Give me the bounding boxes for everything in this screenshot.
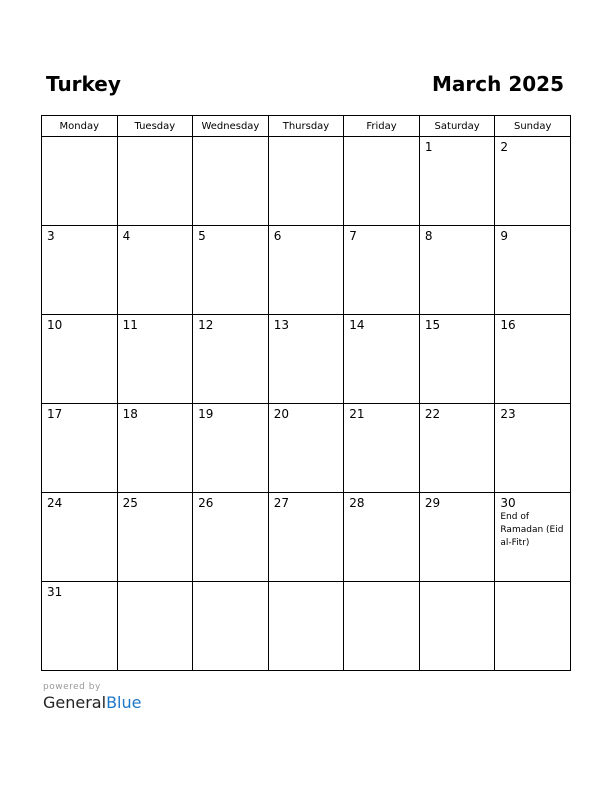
empty-day-cell	[117, 582, 193, 671]
day-cell	[42, 404, 118, 493]
day-number: 27	[273, 496, 289, 510]
day-number: 14	[349, 318, 365, 332]
month-title: March 2025	[432, 72, 564, 96]
day-cell	[193, 404, 269, 493]
week-row	[42, 404, 571, 493]
day-cell	[193, 493, 269, 582]
day-cell	[344, 315, 420, 404]
empty-day-cell	[268, 137, 344, 226]
weekday-row	[42, 116, 571, 137]
day-cell	[42, 226, 118, 315]
day-number: 25	[122, 496, 138, 510]
day-cell	[193, 226, 269, 315]
day-number: 15	[424, 318, 441, 332]
day-cell	[268, 315, 344, 404]
day-cell	[419, 493, 495, 582]
country-title: Turkey	[46, 72, 121, 96]
day-number: 30	[500, 496, 516, 510]
calendar-grid	[41, 115, 571, 671]
week-row	[42, 315, 571, 404]
day-cell	[495, 493, 571, 582]
day-number: 18	[122, 407, 138, 421]
weekday-saturday: Saturday	[419, 116, 495, 137]
day-cell	[268, 493, 344, 582]
weekday-sunday: Sunday	[495, 116, 571, 137]
day-cell	[42, 582, 118, 671]
empty-day-cell	[344, 137, 420, 226]
empty-day-cell	[268, 582, 344, 671]
day-number: 21	[349, 407, 365, 421]
day-cell	[117, 404, 193, 493]
empty-day-cell	[117, 137, 193, 226]
empty-day-cell	[419, 582, 495, 671]
empty-day-cell	[344, 582, 420, 671]
day-number: 12	[198, 318, 214, 332]
brand-blue-text: Blue	[106, 693, 142, 712]
day-number: 16	[500, 318, 516, 332]
weekday-wednesday: Wednesday	[193, 116, 269, 137]
day-number: 5	[198, 229, 206, 243]
day-number: 11	[122, 318, 138, 332]
day-cell	[419, 404, 495, 493]
day-cell	[419, 137, 495, 226]
day-number: 1	[424, 140, 433, 154]
weekday-tuesday: Tuesday	[117, 116, 193, 137]
empty-day-cell	[193, 137, 269, 226]
day-cell	[42, 315, 118, 404]
day-cell	[344, 493, 420, 582]
brand-general-text: General	[43, 693, 107, 712]
day-cell	[42, 493, 118, 582]
day-cell	[193, 315, 269, 404]
day-number: 7	[349, 229, 357, 243]
week-row	[42, 493, 571, 582]
weekday-monday: Monday	[42, 116, 118, 137]
day-cell	[117, 315, 193, 404]
day-number: 17	[47, 407, 63, 421]
day-cell	[495, 315, 571, 404]
day-number: 13	[273, 318, 289, 332]
week-row	[42, 226, 571, 315]
holiday-label: End of Ramadan (Eid al-Fitr)	[500, 512, 564, 548]
empty-day-cell	[193, 582, 269, 671]
day-number: 19	[198, 407, 214, 421]
day-number: 20	[273, 407, 289, 421]
week-row	[42, 582, 571, 671]
empty-day-cell	[495, 582, 571, 671]
day-number: 26	[198, 496, 214, 510]
day-number: 24	[47, 496, 63, 510]
day-cell	[495, 226, 571, 315]
footer-branding	[43, 682, 141, 712]
generalblue-logo	[43, 693, 141, 712]
day-number: 23	[500, 407, 516, 421]
day-cell	[344, 226, 420, 315]
day-number: 31	[47, 585, 63, 599]
day-number: 28	[349, 496, 365, 510]
day-cell	[419, 226, 495, 315]
day-number: 22	[424, 407, 441, 421]
day-number: 6	[273, 229, 282, 243]
weekday-header	[42, 116, 571, 137]
empty-day-cell	[42, 137, 118, 226]
day-number: 4	[122, 229, 131, 243]
day-cell	[344, 404, 420, 493]
day-number: 10	[47, 318, 63, 332]
day-cell	[419, 315, 495, 404]
weekday-thursday: Thursday	[268, 116, 344, 137]
day-cell	[495, 404, 571, 493]
weekday-friday: Friday	[344, 116, 420, 137]
calendar-body	[42, 137, 571, 671]
day-number: 29	[424, 496, 441, 510]
day-number: 8	[424, 229, 433, 243]
week-row	[42, 137, 571, 226]
day-cell	[495, 137, 571, 226]
day-cell	[117, 226, 193, 315]
day-cell	[268, 404, 344, 493]
day-number: 2	[500, 140, 509, 154]
day-number: 3	[47, 229, 55, 243]
day-number: 9	[500, 229, 509, 243]
day-cell	[117, 493, 193, 582]
powered-by-text: powered by	[43, 682, 101, 692]
day-cell	[268, 226, 344, 315]
